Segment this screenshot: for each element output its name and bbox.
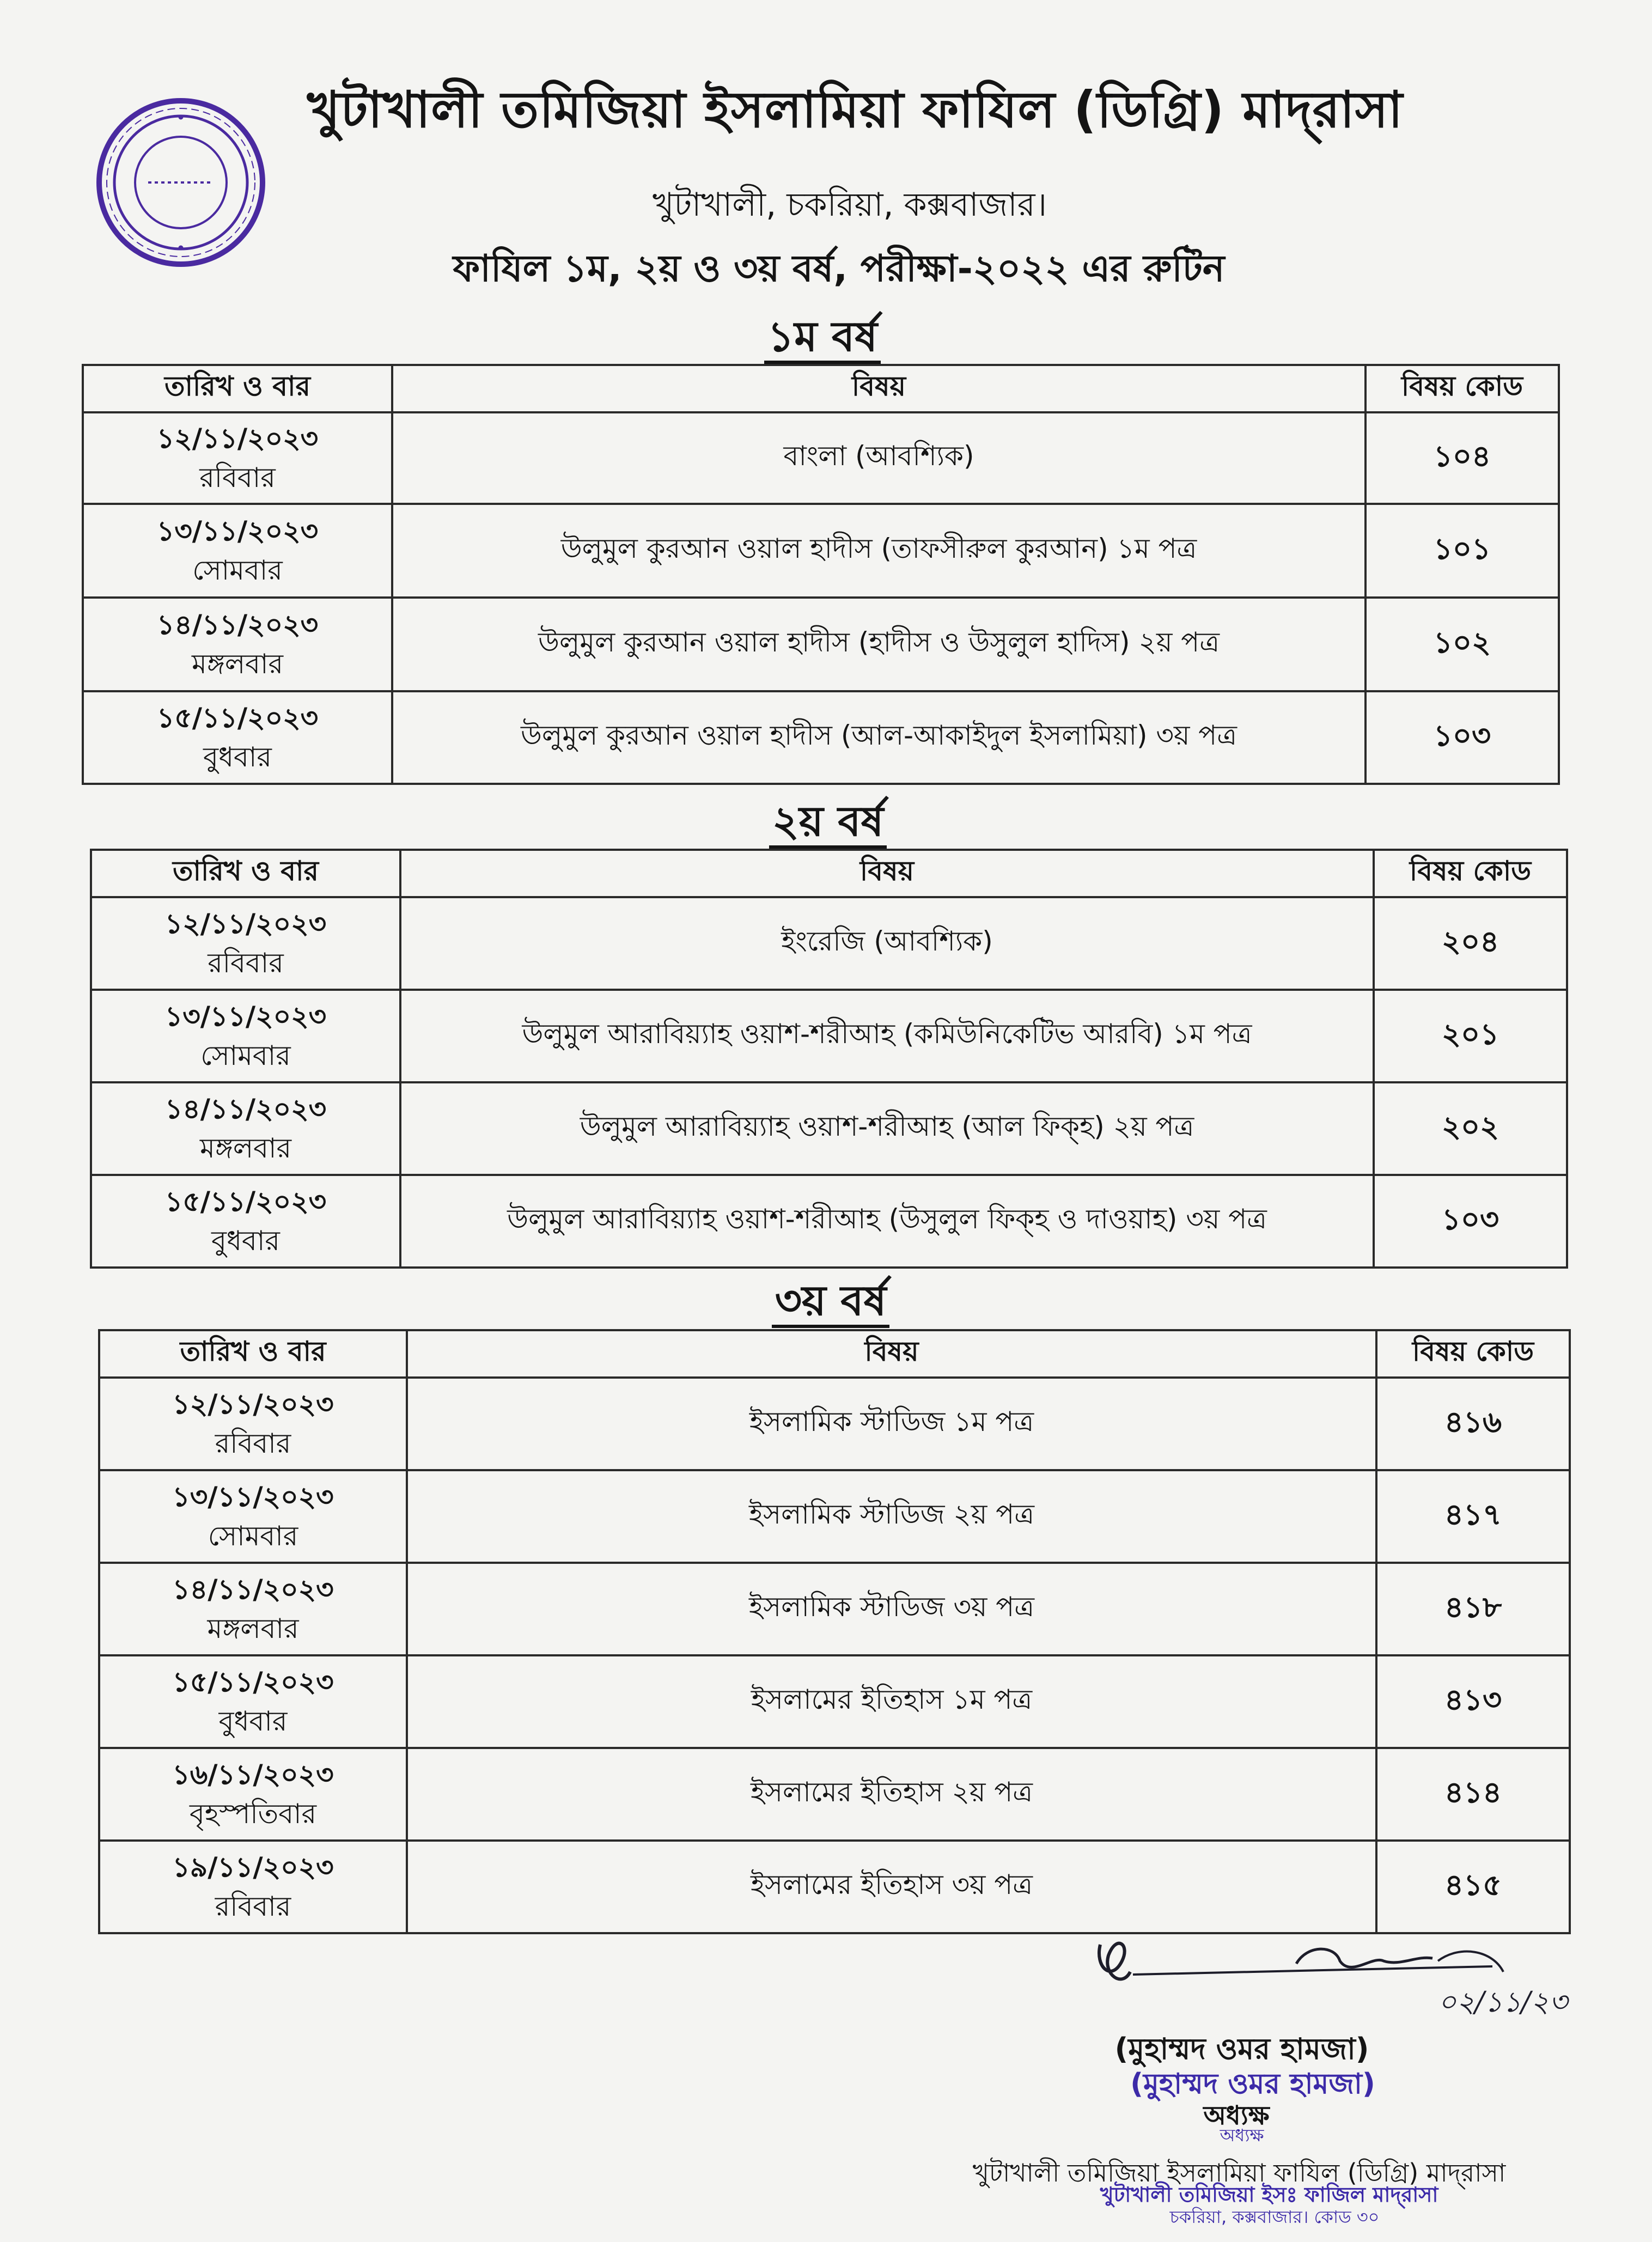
column-header-code: বিষয় কোড — [1376, 1330, 1570, 1378]
year-2-routine-table — [90, 849, 1568, 1269]
table-row — [83, 598, 1559, 691]
signature-institution: খুটাখালী তমিজিয়া ইসলামিয়া ফাযিল (ডিগ্রি) মাদ্‌রাসা — [972, 2158, 1506, 2188]
subject-cell: ইসলামের ইতিহাস ৩য় পত্র — [407, 1841, 1376, 1933]
code-cell: ৪১৪ — [1376, 1748, 1570, 1841]
table-row — [99, 1378, 1570, 1470]
date-cell: ১৩/১১/২০২৩ সোমবার — [83, 504, 392, 598]
seal-ring — [99, 101, 263, 264]
column-header-code: বিষয় কোড — [1374, 850, 1567, 897]
year-1-routine-table — [82, 364, 1560, 785]
date-cell: ১৫/১১/২০২৩ বুধবার — [91, 1175, 400, 1268]
table-row — [83, 504, 1559, 598]
date-cell: ১২/১১/২০২৩ রবিবার — [83, 412, 392, 504]
subject-cell: উলুমুল আরাবিয়্যাহ ওয়াশ-শরীআহ (উসুলুল ফিক্‌হ ও দাওয়াহ) ৩য় পত্র — [400, 1175, 1374, 1268]
signature-date: ০২/১১/২৩ — [1438, 1986, 1568, 2019]
table-header-row — [91, 850, 1567, 897]
code-cell: ১০৪ — [1366, 412, 1559, 504]
subject-cell: ইসলামিক স্টাডিজ ১ম পত্র — [407, 1378, 1376, 1470]
stamp-principal-name: (মুহাম্মদ ওমর হামজা) — [1130, 2068, 1375, 2100]
code-cell: ৪১৩ — [1376, 1655, 1570, 1748]
code-cell: ৪১৫ — [1376, 1841, 1570, 1933]
column-header-date: তারিখ ও বার — [83, 365, 392, 412]
routine-heading: ফাযিল ১ম, ২য় ও ৩য় বর্ষ, পরীক্ষা-২০২২ এর রুটিন — [453, 247, 1225, 290]
table-row — [91, 1082, 1567, 1175]
subject-cell: উলুমুল কুরআন ওয়াল হাদীস (তাফসীরুল কুরআন) ১ম পত্র — [392, 504, 1366, 598]
code-cell: ২০১ — [1374, 990, 1567, 1082]
column-header-subject: বিষয় — [400, 850, 1374, 897]
date-cell: ১৫/১১/২০২৩ বুধবার — [99, 1655, 407, 1748]
date-cell: ১৩/১১/২০২৩ সোমবার — [99, 1470, 407, 1563]
code-cell: ১০১ — [1366, 504, 1559, 598]
code-cell: ১০৩ — [1366, 691, 1559, 784]
date-cell: ১৩/১১/২০২৩ সোমবার — [91, 990, 400, 1082]
subject-cell: ইসলামিক স্টাডিজ ২য় পত্র — [407, 1470, 1376, 1563]
stamp-code: চকরিয়া, কক্সবাজার। কোড ৩০ — [1169, 2207, 1380, 2227]
column-header-code: বিষয় কোড — [1366, 365, 1559, 412]
table-row — [91, 990, 1567, 1082]
code-cell: ২০২ — [1374, 1082, 1567, 1175]
subject-cell: ইসলামের ইতিহাস ১ম পত্র — [407, 1655, 1376, 1748]
subject-cell: উলুমুল আরাবিয়্যাহ ওয়াশ-শরীআহ (কমিউনিকেটিভ আরবি) ১ম পত্র — [400, 990, 1374, 1082]
date-cell: ১৯/১১/২০২৩ রবিবার — [99, 1841, 407, 1933]
table-row — [83, 412, 1559, 504]
date-cell: ১২/১১/২০২৩ রবিবার — [91, 897, 400, 990]
table-row — [91, 1175, 1567, 1268]
code-cell: ৪১৮ — [1376, 1563, 1570, 1655]
table-row — [99, 1748, 1570, 1841]
year-3-routine-table — [98, 1329, 1571, 1934]
year-3-title: ৩য় বর্ষ — [667, 1269, 994, 1338]
date-cell: ১৫/১১/২০২৩ বুধবার — [83, 691, 392, 784]
stamp-institution: খুটাখালী তমিজিয়া ইসঃ ফাজিল মাদ্‌রাসা — [1100, 2183, 1438, 2207]
institution-address: খুটাখালী, চকরিয়া, কক্সবাজার। — [652, 186, 1047, 224]
date-cell: ১৬/১১/২০২৩ বৃহস্পতিবার — [99, 1748, 407, 1841]
code-cell: ২০৪ — [1374, 897, 1567, 990]
stamp-role: অধ্যক্ষ — [1220, 2125, 1264, 2146]
subject-cell: উলুমুল আরাবিয়্যাহ ওয়াশ-শরীআহ (আল ফিক্‌হ) ২য় পত্র — [400, 1082, 1374, 1175]
code-cell: ৪১৭ — [1376, 1470, 1570, 1563]
table-row — [99, 1470, 1570, 1563]
subject-cell: বাংলা (আবশ্যিক) — [392, 412, 1366, 504]
code-cell: ১০৩ — [1374, 1175, 1567, 1268]
date-cell: ১৪/১১/২০২৩ মঙ্গলবার — [83, 598, 392, 691]
column-header-date: তারিখ ও বার — [99, 1330, 407, 1378]
table-row — [99, 1563, 1570, 1655]
subject-cell: উলুমুল কুরআন ওয়াল হাদীস (আল-আকাইদুল ইসলামিয়া) ৩য় পত্র — [392, 691, 1366, 784]
code-cell: ১০২ — [1366, 598, 1559, 691]
year-1-title: ১ম বর্ষ — [659, 305, 986, 374]
code-cell: ৪১৬ — [1376, 1378, 1570, 1470]
institution-title: খুটাখালী তমিজিয়া ইসলামিয়া ফাযিল (ডিগ্রি) মাদ্‌রাসা — [307, 81, 1404, 139]
date-cell: ১৪/১১/২০২৩ মঙ্গলবার — [91, 1082, 400, 1175]
table-row — [91, 897, 1567, 990]
subject-cell: উলুমুল কুরআন ওয়াল হাদীস (হাদীস ও উসুলুল হাদিস) ২য় পত্র — [392, 598, 1366, 691]
subject-cell: ইংরেজি (আবশ্যিক) — [400, 897, 1374, 990]
subject-cell: ইসলামিক স্টাডিজ ৩য় পত্র — [407, 1563, 1376, 1655]
column-header-date: তারিখ ও বার — [91, 850, 400, 897]
date-cell: ১৪/১১/২০২৩ মঙ্গলবার — [99, 1563, 407, 1655]
table-header-row — [99, 1330, 1570, 1378]
column-header-subject: বিষয় — [392, 365, 1366, 412]
table-header-row — [83, 365, 1559, 412]
table-row — [99, 1655, 1570, 1748]
date-cell: ১২/১১/২০২৩ রবিবার — [99, 1378, 407, 1470]
subject-cell: ইসলামের ইতিহাস ২য় পত্র — [407, 1748, 1376, 1841]
table-row — [99, 1841, 1570, 1933]
signature-block — [904, 1923, 1574, 2228]
principal-name: (মুহাম্মদ ওমর হামজা) — [1114, 2032, 1369, 2066]
principal-role: অধ্যক্ষ — [1203, 2100, 1270, 2131]
table-row — [83, 691, 1559, 784]
column-header-subject: বিষয় — [407, 1330, 1376, 1378]
year-2-title: ২য় বর্ষ — [665, 790, 991, 859]
